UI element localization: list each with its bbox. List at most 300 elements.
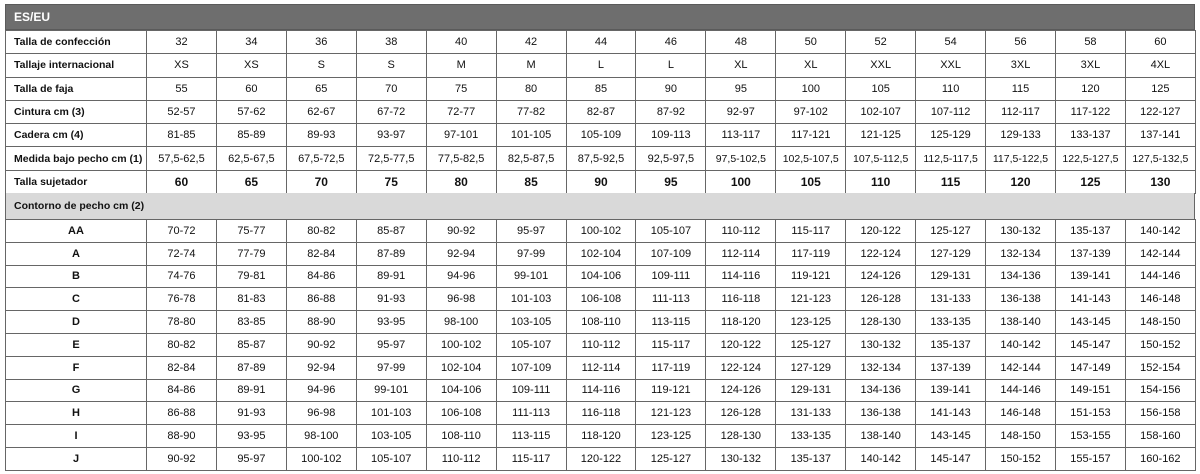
table-cell: 127-129 (916, 242, 986, 265)
table-cell: 115-117 (496, 447, 566, 470)
table-cell: 105-107 (356, 447, 426, 470)
size-table (5, 30, 1196, 194)
table-cell: 129-131 (776, 379, 846, 402)
size-row-label: Cintura cm (3) (6, 100, 147, 123)
table-cell: 118-120 (706, 311, 776, 334)
table-cell: 132-134 (846, 356, 916, 379)
table-cell: 3XL (1055, 54, 1125, 77)
table-cell: 75 (426, 77, 496, 100)
table-row (6, 100, 1196, 123)
table-cell: 122-124 (706, 356, 776, 379)
table-cell: 135-137 (1055, 220, 1125, 243)
table-cell: 3XL (986, 54, 1056, 77)
table-cell: 95-97 (356, 333, 426, 356)
table-cell: 125 (1125, 77, 1195, 100)
table-cell: 107-109 (496, 356, 566, 379)
table-cell: 151-153 (1055, 402, 1125, 425)
table-cell: 102-107 (846, 100, 916, 123)
table-row (6, 170, 1196, 193)
table-cell: 85-87 (216, 333, 286, 356)
table-cell: 134-136 (846, 379, 916, 402)
table-cell: 77-79 (216, 242, 286, 265)
table-cell: 114-116 (706, 265, 776, 288)
table-cell: 32 (147, 31, 217, 54)
table-cell: 144-146 (1125, 265, 1195, 288)
table-cell: 101-103 (496, 288, 566, 311)
table-cell: 102,5-107,5 (776, 147, 846, 170)
table-row (6, 288, 1196, 311)
table-cell: 78-80 (147, 311, 217, 334)
table-cell: 76-78 (147, 288, 217, 311)
table-row (6, 425, 1196, 448)
table-cell: 146-148 (1125, 288, 1195, 311)
table-cell: 36 (286, 31, 356, 54)
cup-row-label: B (6, 265, 147, 288)
table-cell: 155-157 (1055, 447, 1125, 470)
table-cell: 133-137 (1055, 124, 1125, 147)
table-cell: 119-121 (636, 379, 706, 402)
table-cell: 122-124 (846, 242, 916, 265)
table-cell: 88-90 (147, 425, 217, 448)
table-cell: 70-72 (147, 220, 217, 243)
table-cell: 137-139 (916, 356, 986, 379)
table-cell: 158-160 (1125, 425, 1195, 448)
table-cell: 102-104 (566, 242, 636, 265)
table-cell: 100-102 (426, 333, 496, 356)
table-cell: 65 (286, 77, 356, 100)
table-cell: 136-138 (846, 402, 916, 425)
table-cell: 135-137 (776, 447, 846, 470)
table-cell: 107-109 (636, 242, 706, 265)
table-cell: 112-114 (706, 242, 776, 265)
cup-row-label: E (6, 333, 147, 356)
table-cell: 85-89 (216, 124, 286, 147)
table-cell: 86-88 (147, 402, 217, 425)
table-cell: 80-82 (286, 220, 356, 243)
table-cell: 97,5-102,5 (706, 147, 776, 170)
table-cell: 94-96 (286, 379, 356, 402)
cup-row-label: H (6, 402, 147, 425)
table-cell: 92,5-97,5 (636, 147, 706, 170)
table-cell: 117-121 (776, 124, 846, 147)
table-cell: L (566, 54, 636, 77)
table-cell: 113-115 (496, 425, 566, 448)
table-cell: 138-140 (846, 425, 916, 448)
table-cell: 129-133 (986, 124, 1056, 147)
table-cell: 136-138 (986, 288, 1056, 311)
section-title: Contorno de pecho cm (2) (5, 193, 1195, 219)
table-cell: 100-102 (286, 447, 356, 470)
table-cell: 80 (426, 170, 496, 193)
size-chart (5, 4, 1195, 470)
table-cell: 111-113 (636, 288, 706, 311)
table-cell: 110 (846, 170, 916, 193)
table-cell: 46 (636, 31, 706, 54)
table-cell: 92-94 (286, 356, 356, 379)
table-cell: 95-97 (216, 447, 286, 470)
table-cell: 93-95 (356, 311, 426, 334)
table-cell: 57-62 (216, 100, 286, 123)
table-cell: 91-93 (356, 288, 426, 311)
table-cell: 80-82 (147, 333, 217, 356)
table-cell: 81-85 (147, 124, 217, 147)
table-cell: 120-122 (846, 220, 916, 243)
table-cell: 128-130 (706, 425, 776, 448)
table-cell: 125-127 (636, 447, 706, 470)
table-row (6, 265, 1196, 288)
table-cell: 148-150 (986, 425, 1056, 448)
table-cell: 101-103 (356, 402, 426, 425)
table-cell: 92-97 (706, 100, 776, 123)
table-cell: 75 (356, 170, 426, 193)
table-cell: 130-132 (846, 333, 916, 356)
table-cell: 50 (776, 31, 846, 54)
table-cell: XXL (916, 54, 986, 77)
table-cell: 93-97 (356, 124, 426, 147)
table-cell: 141-143 (1055, 288, 1125, 311)
table-cell: 147-149 (1055, 356, 1125, 379)
table-cell: 58 (1055, 31, 1125, 54)
size-row-label: Talla de confección (6, 31, 147, 54)
table-cell: 98-100 (426, 311, 496, 334)
table-cell: 60 (216, 77, 286, 100)
table-cell: 140-142 (1125, 220, 1195, 243)
table-cell: 67-72 (356, 100, 426, 123)
table-cell: 40 (426, 31, 496, 54)
table-cell: 96-98 (286, 402, 356, 425)
table-cell: 100 (776, 77, 846, 100)
table-cell: 131-133 (776, 402, 846, 425)
table-cell: 110 (916, 77, 986, 100)
table-row (6, 147, 1196, 170)
table-cell: 107,5-112,5 (846, 147, 916, 170)
table-cell: 87-89 (216, 356, 286, 379)
table-cell: 89-93 (286, 124, 356, 147)
table-cell: 77-82 (496, 100, 566, 123)
table-cell: 115 (986, 77, 1056, 100)
table-cell: 103-105 (496, 311, 566, 334)
table-cell: 142-144 (986, 356, 1056, 379)
table-cell: 97-99 (496, 242, 566, 265)
table-cell: 56 (986, 31, 1056, 54)
table-cell: 67,5-72,5 (286, 147, 356, 170)
table-cell: 82-84 (286, 242, 356, 265)
table-cell: 113-115 (636, 311, 706, 334)
table-cell: 129-131 (916, 265, 986, 288)
table-cell: 92-94 (426, 242, 496, 265)
size-row-label: Tallaje internacional (6, 54, 147, 77)
table-row (6, 242, 1196, 265)
table-row (6, 333, 1196, 356)
table-cell: 121-123 (776, 288, 846, 311)
table-cell: XS (147, 54, 217, 77)
table-cell: 72-74 (147, 242, 217, 265)
table-row (6, 311, 1196, 334)
table-cell: 110-112 (566, 333, 636, 356)
table-cell: 117-122 (1055, 100, 1125, 123)
table-cell: 152-154 (1125, 356, 1195, 379)
cup-row-label: AA (6, 220, 147, 243)
table-cell: 62,5-67,5 (216, 147, 286, 170)
cup-row-label: I (6, 425, 147, 448)
table-cell: 109-113 (636, 124, 706, 147)
cup-table (5, 219, 1196, 471)
table-cell: 132-134 (986, 242, 1056, 265)
region-title: ES/EU (5, 4, 1195, 30)
table-cell: XL (776, 54, 846, 77)
table-cell: 81-83 (216, 288, 286, 311)
table-cell: 127-129 (776, 356, 846, 379)
table-cell: 112-117 (986, 100, 1056, 123)
table-cell: 146-148 (986, 402, 1056, 425)
table-row (6, 124, 1196, 147)
table-cell: 145-147 (1055, 333, 1125, 356)
size-row-label: Talla sujetador (6, 170, 147, 193)
table-cell: 125 (1055, 170, 1125, 193)
table-cell: 90 (636, 77, 706, 100)
table-cell: 112-114 (566, 356, 636, 379)
table-cell: 118-120 (566, 425, 636, 448)
table-cell: 100 (706, 170, 776, 193)
table-cell: 139-141 (1055, 265, 1125, 288)
table-cell: 48 (706, 31, 776, 54)
table-cell: 89-91 (356, 265, 426, 288)
table-cell: 90 (566, 170, 636, 193)
table-cell: 52 (846, 31, 916, 54)
table-cell: 115-117 (776, 220, 846, 243)
table-cell: 122,5-127,5 (1055, 147, 1125, 170)
table-cell: 143-145 (1055, 311, 1125, 334)
table-cell: 104-106 (566, 265, 636, 288)
table-cell: 82-84 (147, 356, 217, 379)
table-cell: 109-111 (636, 265, 706, 288)
table-cell: 113-117 (706, 124, 776, 147)
table-cell: 96-98 (426, 288, 496, 311)
table-cell: L (636, 54, 706, 77)
table-cell: 95 (636, 170, 706, 193)
table-cell: 134-136 (986, 265, 1056, 288)
table-cell: 85 (496, 170, 566, 193)
table-cell: 117-119 (636, 356, 706, 379)
table-cell: 107-112 (916, 100, 986, 123)
table-cell: 137-139 (1055, 242, 1125, 265)
table-cell: 87-92 (636, 100, 706, 123)
table-cell: 79-81 (216, 265, 286, 288)
table-cell: 117,5-122,5 (986, 147, 1056, 170)
table-row (6, 402, 1196, 425)
table-cell: S (286, 54, 356, 77)
table-cell: 44 (566, 31, 636, 54)
table-cell: 75-77 (216, 220, 286, 243)
table-cell: 142-144 (1125, 242, 1195, 265)
table-cell: 57,5-62,5 (147, 147, 217, 170)
table-cell: 121-125 (846, 124, 916, 147)
table-cell: 105 (846, 77, 916, 100)
table-cell: XXL (846, 54, 916, 77)
table-cell: 97-102 (776, 100, 846, 123)
table-cell: 84-86 (147, 379, 217, 402)
table-cell: 130-132 (986, 220, 1056, 243)
table-cell: 100-102 (566, 220, 636, 243)
table-cell: 98-100 (286, 425, 356, 448)
table-cell: 140-142 (986, 333, 1056, 356)
table-cell: 137-141 (1125, 124, 1195, 147)
table-cell: 120 (986, 170, 1056, 193)
table-cell: 109-111 (496, 379, 566, 402)
table-cell: 77,5-82,5 (426, 147, 496, 170)
table-cell: 90-92 (286, 333, 356, 356)
table-cell: 120-122 (566, 447, 636, 470)
table-cell: 42 (496, 31, 566, 54)
table-cell: 127,5-132,5 (1125, 147, 1195, 170)
table-cell: 72,5-77,5 (356, 147, 426, 170)
table-cell: 54 (916, 31, 986, 54)
table-row (6, 379, 1196, 402)
table-cell: 140-142 (846, 447, 916, 470)
table-cell: 110-112 (426, 447, 496, 470)
table-cell: 116-118 (566, 402, 636, 425)
table-cell: 95-97 (496, 220, 566, 243)
table-cell: XS (216, 54, 286, 77)
table-cell: 4XL (1125, 54, 1195, 77)
table-cell: 60 (147, 170, 217, 193)
table-cell: 150-152 (986, 447, 1056, 470)
table-cell: 90-92 (426, 220, 496, 243)
table-cell: 91-93 (216, 402, 286, 425)
table-cell: 156-158 (1125, 402, 1195, 425)
table-cell: 105-109 (566, 124, 636, 147)
table-cell: 121-123 (636, 402, 706, 425)
cup-row-label: D (6, 311, 147, 334)
table-cell: XL (706, 54, 776, 77)
table-cell: 126-128 (706, 402, 776, 425)
table-cell: M (426, 54, 496, 77)
table-cell: 154-156 (1125, 379, 1195, 402)
table-cell: 97-99 (356, 356, 426, 379)
table-cell: 85-87 (356, 220, 426, 243)
table-cell: 106-108 (566, 288, 636, 311)
table-cell: 34 (216, 31, 286, 54)
table-cell: 138-140 (986, 311, 1056, 334)
cup-row-label: A (6, 242, 147, 265)
table-row (6, 220, 1196, 243)
table-cell: 99-101 (356, 379, 426, 402)
table-cell: 160-162 (1125, 447, 1195, 470)
table-cell: 120 (1055, 77, 1125, 100)
table-cell: 108-110 (426, 425, 496, 448)
table-cell: 148-150 (1125, 311, 1195, 334)
size-row-label: Talla de faja (6, 77, 147, 100)
table-cell: M (496, 54, 566, 77)
table-cell: 150-152 (1125, 333, 1195, 356)
table-cell: 94-96 (426, 265, 496, 288)
table-cell: 52-57 (147, 100, 217, 123)
table-cell: S (356, 54, 426, 77)
table-cell: 38 (356, 31, 426, 54)
table-cell: 123-125 (776, 311, 846, 334)
table-cell: 131-133 (916, 288, 986, 311)
table-cell: 130-132 (706, 447, 776, 470)
table-cell: 72-77 (426, 100, 496, 123)
table-cell: 126-128 (846, 288, 916, 311)
table-cell: 90-92 (147, 447, 217, 470)
table-cell: 110-112 (706, 220, 776, 243)
table-cell: 104-106 (426, 379, 496, 402)
table-cell: 117-119 (776, 242, 846, 265)
table-cell: 65 (216, 170, 286, 193)
table-cell: 87-89 (356, 242, 426, 265)
cup-row-label: C (6, 288, 147, 311)
table-cell: 84-86 (286, 265, 356, 288)
table-row (6, 77, 1196, 100)
table-cell: 106-108 (426, 402, 496, 425)
table-cell: 124-126 (706, 379, 776, 402)
table-cell: 86-88 (286, 288, 356, 311)
table-cell: 83-85 (216, 311, 286, 334)
table-cell: 70 (356, 77, 426, 100)
table-cell: 153-155 (1055, 425, 1125, 448)
table-cell: 87,5-92,5 (566, 147, 636, 170)
table-cell: 103-105 (356, 425, 426, 448)
table-cell: 97-101 (426, 124, 496, 147)
table-cell: 93-95 (216, 425, 286, 448)
table-cell: 139-141 (916, 379, 986, 402)
cup-row-label: J (6, 447, 147, 470)
table-cell: 125-127 (916, 220, 986, 243)
table-cell: 105 (776, 170, 846, 193)
table-cell: 89-91 (216, 379, 286, 402)
table-cell: 74-76 (147, 265, 217, 288)
table-cell: 101-105 (496, 124, 566, 147)
table-cell: 125-129 (916, 124, 986, 147)
table-cell: 123-125 (636, 425, 706, 448)
table-cell: 95 (706, 77, 776, 100)
table-cell: 70 (286, 170, 356, 193)
table-cell: 60 (1125, 31, 1195, 54)
table-cell: 88-90 (286, 311, 356, 334)
table-cell: 115-117 (636, 333, 706, 356)
table-cell: 55 (147, 77, 217, 100)
table-cell: 122-127 (1125, 100, 1195, 123)
table-cell: 115 (916, 170, 986, 193)
table-cell: 149-151 (1055, 379, 1125, 402)
table-cell: 111-113 (496, 402, 566, 425)
size-row-label: Medida bajo pecho cm (1) (6, 147, 147, 170)
table-cell: 108-110 (566, 311, 636, 334)
table-cell: 102-104 (426, 356, 496, 379)
table-cell: 80 (496, 77, 566, 100)
table-cell: 112,5-117,5 (916, 147, 986, 170)
table-cell: 124-126 (846, 265, 916, 288)
table-cell: 114-116 (566, 379, 636, 402)
table-cell: 85 (566, 77, 636, 100)
cup-row-label: F (6, 356, 147, 379)
table-row (6, 447, 1196, 470)
table-cell: 119-121 (776, 265, 846, 288)
table-cell: 145-147 (916, 447, 986, 470)
table-cell: 105-107 (636, 220, 706, 243)
table-cell: 128-130 (846, 311, 916, 334)
table-row (6, 54, 1196, 77)
table-cell: 82-87 (566, 100, 636, 123)
table-row (6, 356, 1196, 379)
table-cell: 133-135 (916, 311, 986, 334)
table-cell: 105-107 (496, 333, 566, 356)
table-cell: 144-146 (986, 379, 1056, 402)
table-cell: 62-67 (286, 100, 356, 123)
table-cell: 125-127 (776, 333, 846, 356)
table-cell: 133-135 (776, 425, 846, 448)
